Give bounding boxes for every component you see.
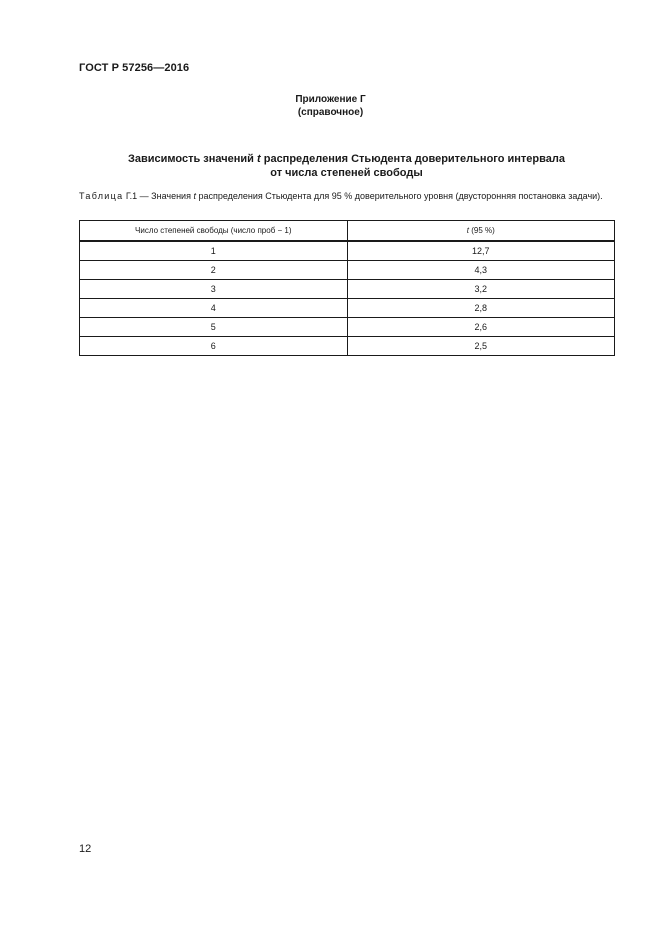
cell-t: 3,2 [347,280,614,299]
caption-label: Таблица [79,191,124,201]
cell-dof: 5 [80,318,348,337]
title-part-1: Зависимость значений [128,153,257,165]
section-title-line-1 [79,152,614,166]
table-caption [79,191,615,202]
caption-rest: распределения Стьюдента для 95 % доверительного уровня (двусторонняя постановка задачи). [195,191,603,201]
title-part-2: распределения Стьюдента доверительного интервала [260,153,565,165]
appendix-heading [0,93,661,119]
cell-t: 2,6 [347,318,614,337]
caption-variable: t [193,191,196,201]
header-t-rest: (95 %) [468,226,495,235]
table-row [80,318,615,337]
appendix-kind: (справочное) [297,107,364,118]
cell-dof: 4 [80,299,348,318]
section-title-line-2: от числа степеней свободы [270,167,423,179]
header-t-value [347,221,614,242]
section-title [79,152,614,180]
student-t-table [79,220,615,356]
header-degrees-of-freedom: Число степеней свободы (число проб − 1) [80,221,348,242]
table-header-row [80,221,615,242]
table-row [80,261,615,280]
title-variable: t [257,153,261,165]
caption-number: Г.1 — Значения [123,191,194,201]
cell-t: 2,5 [347,337,614,356]
table-row [80,337,615,356]
table-row [80,280,615,299]
cell-dof: 2 [80,261,348,280]
cell-t: 2,8 [347,299,614,318]
appendix-title: Приложение Г [295,94,366,105]
header-t-variable: t [466,226,469,235]
cell-t: 12,7 [347,241,614,261]
table-row [80,299,615,318]
table-row [80,241,615,261]
cell-dof: 6 [80,337,348,356]
cell-dof: 1 [80,241,348,261]
cell-t: 4,3 [347,261,614,280]
document-code: ГОСТ Р 57256—2016 [79,62,190,74]
cell-dof: 3 [80,280,348,299]
page-number: 12 [79,843,92,855]
